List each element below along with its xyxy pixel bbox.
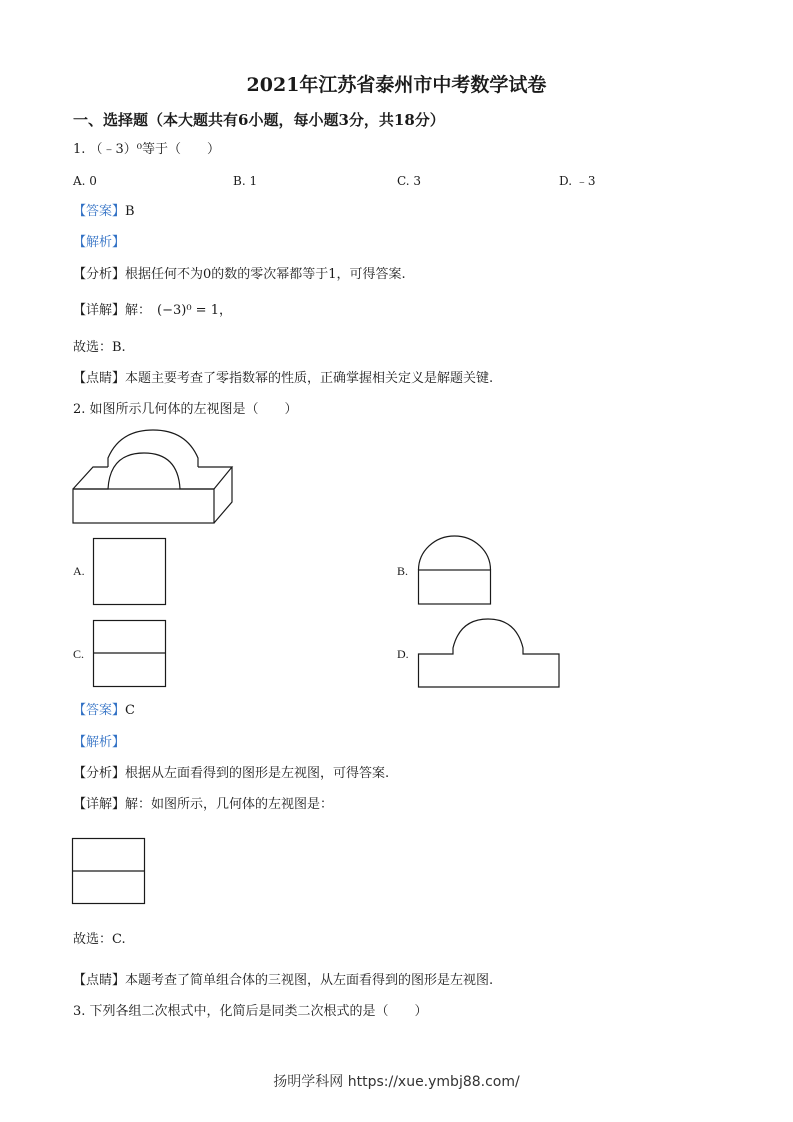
answer-value: C [125, 703, 135, 718]
q1-option-b: B. 1 [233, 174, 258, 188]
q2-option-c-label: C. [73, 647, 85, 661]
xiangjie-text: 解： [125, 303, 152, 318]
q1-option-c: C. 3 [397, 174, 422, 188]
q1-formula: (−3)⁰ = 1， [157, 303, 232, 318]
q2-guxuan: 故选：C. [73, 932, 126, 947]
q2-option-d-label: D. [397, 647, 409, 661]
q1-option-d: D. ﹣3 [559, 174, 596, 188]
dianjing-text: 本题考查了简单组合体的三视图，从左面看得到的图形是左视图. [125, 973, 494, 988]
q2-solution-figure [72, 838, 146, 905]
q2-stem: 2. 如图所示几何体的左视图是（ ） [73, 402, 298, 417]
fenxi-tag: 【分析】 [73, 267, 126, 282]
dianjing-tag: 【点睛】 [73, 371, 126, 386]
dianjing-text: 本题主要考查了零指数幂的性质，正确掌握相关定义是解题关键. [125, 371, 494, 386]
q1-option-a: A. 0 [73, 174, 97, 188]
q2-option-c-figure [93, 620, 167, 688]
page-title: 2021年江苏省泰州市中考数学试卷 [246, 74, 547, 96]
section-heading: 一、选择题（本大题共有6小题，每小题3分，共18分） [73, 111, 445, 129]
q2-option-b-figure [418, 536, 492, 606]
fenxi-text: 根据任何不为0的数的零次幂都等于1，可得答案. [125, 267, 406, 282]
answer-value: B [125, 204, 135, 219]
footer-watermark: 扬明学科网 https://xue.ymbj88.com/ [273, 1074, 520, 1090]
fenxi-tag: 【分析】 [73, 766, 126, 781]
answer-tag: 【答案】 [73, 204, 126, 219]
answer-tag: 【答案】 [73, 703, 126, 718]
q2-dianjing [73, 973, 493, 989]
q2-option-d-figure [418, 618, 561, 689]
xiangjie-tag: 【详解】 [73, 303, 126, 318]
q2-option-b-label: B. [397, 564, 409, 578]
q2-option-a-figure [93, 538, 166, 605]
q2-answer [73, 703, 135, 719]
xiangjie-tag: 【详解】 [73, 797, 126, 812]
dianjing-tag: 【点睛】 [73, 973, 126, 988]
q2-fenxi [73, 766, 389, 782]
q2-xiangjie [73, 797, 333, 813]
xiangjie-text: 解：如图所示，几何体的左视图是： [125, 797, 334, 812]
q2-jiexi-tag: 【解析】 [73, 735, 126, 750]
q1-guxuan: 故选：B. [73, 340, 126, 355]
q3-stem: 3. 下列各组二次根式中，化简后是同类二次根式的是（ ） [73, 1004, 428, 1019]
q2-option-a-label: A. [73, 564, 85, 578]
q1-jiexi-tag: 【解析】 [73, 235, 126, 250]
fenxi-text: 根据从左面看得到的图形是左视图，可得答案. [125, 766, 390, 781]
q1-stem: 1. （﹣3）⁰等于（ ） [73, 142, 221, 157]
